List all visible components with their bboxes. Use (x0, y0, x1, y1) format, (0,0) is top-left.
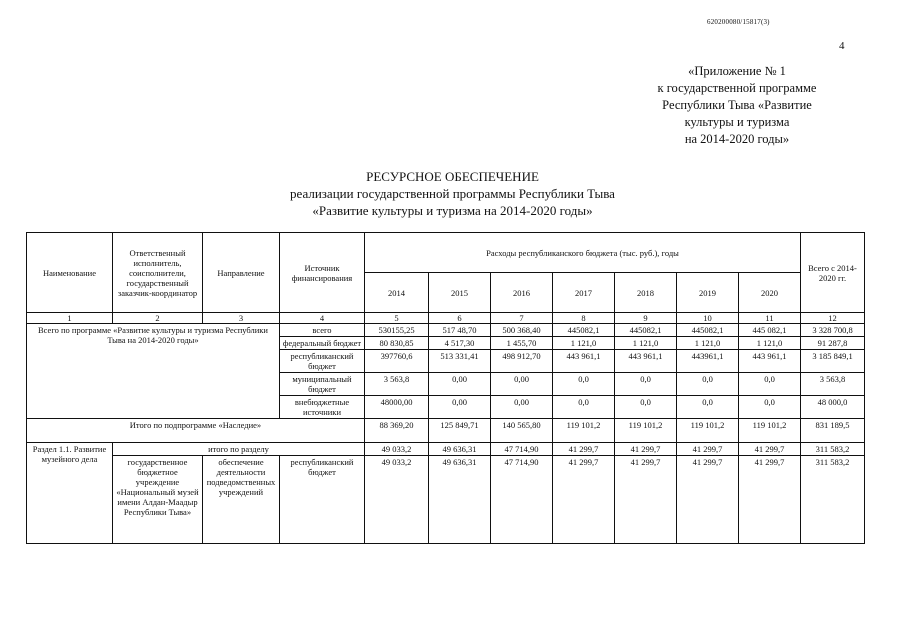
document-title (0, 168, 905, 219)
value-cell: 517 48,70 (429, 324, 491, 337)
value-cell: 1 121,0 (615, 337, 677, 350)
resource-table (26, 232, 865, 544)
value-cell: 1 121,0 (553, 337, 615, 350)
header-year: 2019 (677, 273, 739, 313)
value-cell: 4 517,30 (429, 337, 491, 350)
column-number: 9 (615, 313, 677, 324)
column-number: 5 (365, 313, 429, 324)
value-cell: 41 299,7 (615, 443, 677, 456)
value-cell: 445082,1 (677, 324, 739, 337)
value-cell: 48 000,0 (801, 396, 865, 419)
header-total: Всего с 2014-2020 гг. (801, 233, 865, 313)
header-year: 2016 (491, 273, 553, 313)
value-cell: 0,0 (739, 396, 801, 419)
program-total-row (27, 324, 865, 337)
appendix-note (617, 63, 857, 148)
value-cell: 41 299,7 (739, 456, 801, 544)
value-cell: 41 299,7 (615, 456, 677, 544)
appendix-line: к государственной программе (657, 81, 817, 95)
value-cell: 445 082,1 (739, 324, 801, 337)
value-cell: 119 101,2 (553, 419, 615, 443)
value-cell: 41 299,7 (677, 456, 739, 544)
value-cell: 498 912,70 (491, 350, 553, 373)
column-number: 11 (739, 313, 801, 324)
header-year: 2014 (365, 273, 429, 313)
section-direction: обеспечение деятельности подведомственных учреждений (203, 456, 280, 544)
value-cell: 47 714,90 (491, 456, 553, 544)
source-cell: республиканский бюджет (280, 350, 365, 373)
header-direction: Направление (203, 233, 280, 313)
header-year: 2017 (553, 273, 615, 313)
value-cell: 0,00 (429, 373, 491, 396)
column-number: 3 (203, 313, 280, 324)
value-cell: 0,00 (491, 373, 553, 396)
column-number: 1 (27, 313, 113, 324)
subprogram-label: Итого по подпрограмме «Наследие» (27, 419, 365, 443)
value-cell: 530155,25 (365, 324, 429, 337)
header-expenses: Расходы республиканского бюджета (тыс. руб.), годы (365, 233, 801, 273)
value-cell: 48000,00 (365, 396, 429, 419)
value-cell: 3 563,8 (801, 373, 865, 396)
value-cell: 140 565,80 (491, 419, 553, 443)
header-responsible: Ответственный исполнитель, соисполнители, государственный заказчик-координатор (113, 233, 203, 313)
source-cell: всего (280, 324, 365, 337)
value-cell: 1 455,70 (491, 337, 553, 350)
value-cell: 41 299,7 (553, 456, 615, 544)
title-line: РЕСУРСНОЕ ОБЕСПЕЧЕНИЕ (366, 169, 539, 184)
value-cell: 49 033,2 (365, 443, 429, 456)
value-cell: 41 299,7 (677, 443, 739, 456)
value-cell: 311 583,2 (801, 456, 865, 544)
source-cell: федеральный бюджет (280, 337, 365, 350)
column-number-row (27, 313, 865, 324)
value-cell: 443 961,1 (553, 350, 615, 373)
value-cell: 47 714,90 (491, 443, 553, 456)
column-number: 12 (801, 313, 865, 324)
value-cell: 0,0 (553, 396, 615, 419)
value-cell: 125 849,71 (429, 419, 491, 443)
column-number: 2 (113, 313, 203, 324)
value-cell: 41 299,7 (739, 443, 801, 456)
value-cell: 49 636,31 (429, 443, 491, 456)
section-source: республиканский бюджет (280, 456, 365, 544)
appendix-line: «Приложение № 1 (688, 64, 786, 78)
value-cell: 443 961,1 (615, 350, 677, 373)
value-cell: 0,00 (429, 396, 491, 419)
value-cell: 0,0 (739, 373, 801, 396)
header-name: Наименование (27, 233, 113, 313)
value-cell: 119 101,2 (739, 419, 801, 443)
value-cell: 0,0 (615, 396, 677, 419)
appendix-line: Республики Тыва «Развитие (662, 98, 812, 112)
value-cell: 445082,1 (553, 324, 615, 337)
value-cell: 1 121,0 (677, 337, 739, 350)
value-cell: 41 299,7 (553, 443, 615, 456)
column-number: 6 (429, 313, 491, 324)
subprogram-total-row (27, 419, 865, 443)
section-total-label: итого по разделу (113, 443, 365, 456)
value-cell: 49 636,31 (429, 456, 491, 544)
appendix-line: на 2014-2020 годы» (684, 132, 790, 146)
column-number: 4 (280, 313, 365, 324)
section-responsible: государственное бюджетное учреждение «Национальный музей имени Алдан-Маадыр Республики Тыва» (113, 456, 203, 544)
value-cell: 0,0 (677, 396, 739, 419)
value-cell: 49 033,2 (365, 456, 429, 544)
value-cell: 3 563,8 (365, 373, 429, 396)
value-cell: 0,0 (677, 373, 739, 396)
column-number: 10 (677, 313, 739, 324)
value-cell: 831 189,5 (801, 419, 865, 443)
document-code: 620200080/15817(3) (707, 18, 770, 26)
source-cell: внебюджетные источники (280, 396, 365, 419)
header-year: 2015 (429, 273, 491, 313)
header-row (27, 233, 865, 273)
section-total-row (27, 443, 865, 456)
value-cell: 88 369,20 (365, 419, 429, 443)
value-cell: 119 101,2 (615, 419, 677, 443)
value-cell: 500 368,40 (491, 324, 553, 337)
column-number: 8 (553, 313, 615, 324)
page-number: 4 (839, 40, 845, 52)
value-cell: 3 185 849,1 (801, 350, 865, 373)
value-cell: 1 121,0 (739, 337, 801, 350)
section-name: Раздел 1.1. Развитие музейного дела (27, 443, 113, 544)
value-cell: 397760,6 (365, 350, 429, 373)
value-cell: 91 287,8 (801, 337, 865, 350)
value-cell: 0,00 (491, 396, 553, 419)
value-cell: 311 583,2 (801, 443, 865, 456)
value-cell: 443961,1 (677, 350, 739, 373)
value-cell: 80 830,85 (365, 337, 429, 350)
source-cell: муниципальный бюджет (280, 373, 365, 396)
value-cell: 119 101,2 (677, 419, 739, 443)
appendix-line: культуры и туризма (684, 115, 790, 129)
program-total-label: Всего по программе «Развитие культуры и туризма Республики Тыва на 2014-2020 годы» (27, 324, 280, 419)
value-cell: 0,0 (553, 373, 615, 396)
header-year: 2020 (739, 273, 801, 313)
value-cell: 0,0 (615, 373, 677, 396)
value-cell: 445082,1 (615, 324, 677, 337)
title-line: реализации государственной программы Республики Тыва (290, 186, 615, 201)
header-year: 2018 (615, 273, 677, 313)
value-cell: 513 331,41 (429, 350, 491, 373)
header-source: Источник финансирования (280, 233, 365, 313)
value-cell: 3 328 700,8 (801, 324, 865, 337)
value-cell: 443 961,1 (739, 350, 801, 373)
column-number: 7 (491, 313, 553, 324)
title-line: «Развитие культуры и туризма на 2014-2020 годы» (312, 203, 593, 218)
section-detail-row (27, 456, 865, 544)
